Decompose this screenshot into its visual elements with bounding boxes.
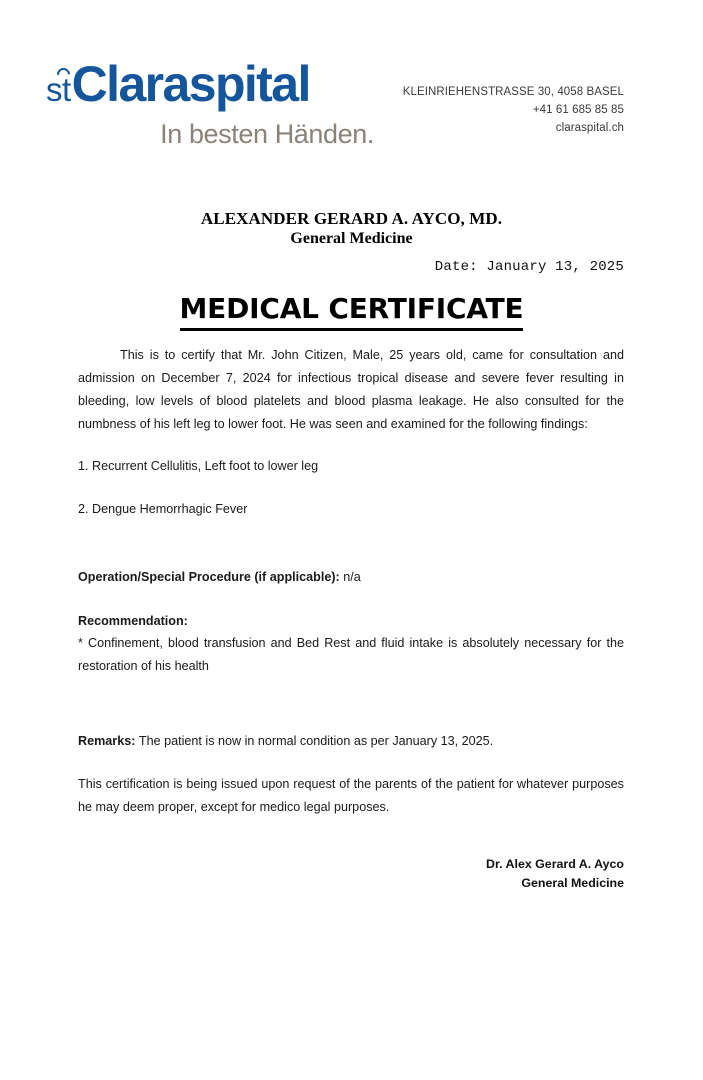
logo-wordmark (46, 58, 376, 110)
remarks-value: The patient is now in normal condition as per January 13, 2025. (138, 734, 494, 749)
intro-paragraph: This is to certify that Mr. John Citizen, Male, 25 years old, came for consultation and admission on December 7, 2024 for infectious tropical disease and severe fever resulting in bleeding, low levels of blood platelets and blood plasma leakage. He also consulted for the numbness of his left leg to lower foot. He was seen and examined for the following findings: (78, 348, 624, 431)
contact-info (403, 83, 624, 137)
operation-label: Operation/Special Procedure (if applicable): (78, 570, 340, 585)
signature-block (0, 855, 624, 893)
logo-st-text: st (46, 71, 71, 108)
certificate-title-container (0, 294, 703, 331)
recommendation-body: * Confinement, blood transfusion and Bed Rest and fluid intake is absolutely necessary for the restoration of his health (78, 636, 624, 674)
contact-phone: +41 61 685 85 85 (532, 104, 624, 117)
remarks-label: Remarks: (78, 734, 136, 749)
page-title: MEDICAL CERTIFICATE (180, 294, 524, 331)
doctor-specialty: General Medicine (290, 230, 413, 248)
doctor-name: ALEXANDER GERARD A. AYCO, MD. (200, 209, 503, 228)
contact-address: KLEINRIEHENSTRASSE 30, 4058 BASEL (402, 86, 624, 98)
operation-line (78, 567, 624, 588)
doctor-heading (0, 208, 703, 250)
finding-item: 1. Recurrent Cellulitis, Left foot to lower leg (78, 458, 319, 473)
issue-date: Date: January 13, 2025 (434, 259, 624, 275)
contact-website: claraspital.ch (555, 122, 624, 135)
remarks-line (78, 731, 624, 752)
logo-st-prefix (46, 64, 71, 116)
recommendation-line (78, 611, 624, 632)
signatory-name: Dr. Alex Gerard A. Ayco (486, 857, 624, 871)
operation-value: n/a (343, 570, 361, 585)
claraspital-logo (46, 58, 376, 150)
logo-name-text: Claraspital (71, 56, 310, 112)
certificate-body (78, 344, 624, 819)
finding-item: 2. Dengue Hemorrhagic Fever (78, 502, 248, 517)
signatory-specialty: General Medicine (521, 875, 624, 890)
closing-paragraph: This certification is being issued upon request of the parents of the patient for whatever purposes he may deem proper, except for medico legal purposes. (78, 777, 624, 815)
logo-tagline: In besten Händen. (160, 119, 374, 149)
recommendation-label: Recommendation: (78, 613, 188, 628)
document-header (0, 58, 703, 168)
